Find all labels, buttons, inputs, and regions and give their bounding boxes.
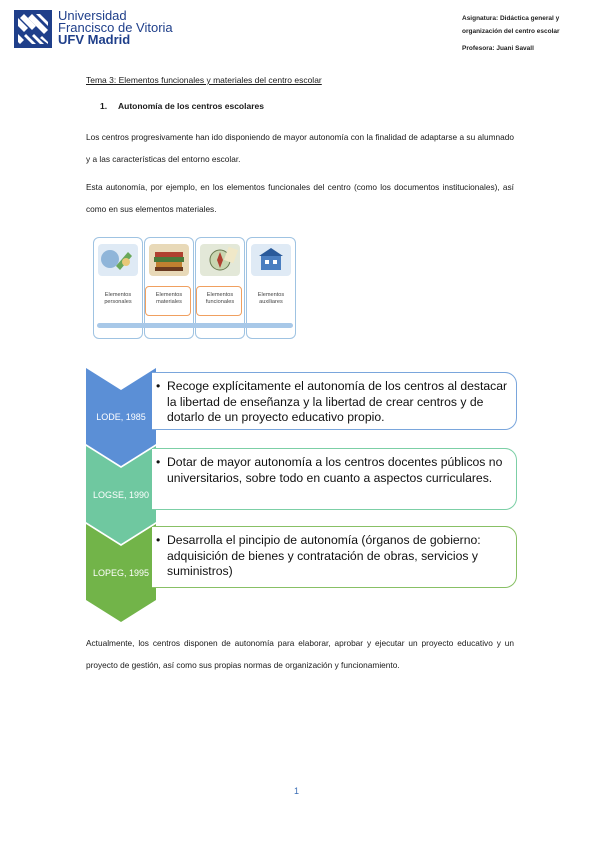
teacher-label: Profesora:	[462, 45, 495, 52]
subject-label: Asignatura:	[462, 15, 499, 22]
card-label: Elementos materiales	[155, 292, 183, 305]
university-name	[58, 10, 173, 46]
logo-line-3: UFV Madrid	[58, 32, 131, 47]
timeline-text-lode: • Recoge explícitamente el autonomía de los centros al destacar la libertad de enseñanza y la libertad de crear centros y de dotarlo de un proyecto educativo propio.	[167, 379, 508, 424]
people-icon	[98, 244, 138, 276]
timeline-year: LOGSE, 1990	[92, 490, 150, 500]
timeline-box-logse	[152, 448, 517, 510]
teacher-value: Juani Savall	[496, 45, 534, 52]
paragraph-1: Los centros progresivamente han ido disponiendo de mayor autonomía con la finalidad de adaptarse a su alumnado y a las características del entorno escolar.	[86, 132, 514, 164]
logo-line-2: Francisco de Vitoria	[58, 20, 173, 35]
compass-icon	[200, 244, 240, 276]
timeline-year: LODE, 1985	[96, 412, 146, 422]
timeline-text	[158, 455, 508, 486]
building-icon	[251, 244, 291, 276]
timeline-box-lopeg	[152, 526, 517, 588]
paragraph-3: Actualmente, los centros disponen de autonomía para elaborar, aprobar y ejecutar un proyecto educativo y un proyecto de gestión, así como sus propias normas de organización y funcionamiento.	[86, 638, 514, 670]
section-heading	[100, 100, 264, 113]
timeline-text-logse: • Dotar de mayor autonomía a los centros docentes públicos no universitarios, sobre todo en cuanto a aspectos curriculares.	[167, 455, 503, 485]
double-arrow-bar	[97, 323, 293, 328]
section-number: 1.	[100, 101, 108, 111]
elements-diagram	[93, 237, 296, 342]
paragraph-2: Esta autonomía, por ejemplo, en los elementos funcionales del centro (como los documentos institucionales), así como en sus elementos materiales.	[86, 182, 514, 214]
teacher-line	[462, 42, 594, 55]
card-label: Elementos funcionales	[205, 292, 235, 305]
timeline-text	[158, 533, 508, 580]
page-number: 1	[294, 786, 300, 796]
timeline-chevron-lopeg	[86, 524, 156, 622]
timeline-text-lopeg: • Desarrolla el pincipio de autonomía (órganos de gobierno: adquisición de bienes y contratación de obras, servicios y suministros)	[167, 533, 481, 578]
logo-line-1: Universidad	[58, 8, 127, 23]
law-timeline	[86, 368, 520, 628]
header-info	[462, 12, 594, 55]
books-icon	[149, 244, 189, 276]
section-title: Autonomía de los centros escolares	[118, 101, 264, 111]
ufv-logo-icon	[14, 10, 52, 48]
timeline-text	[158, 379, 508, 426]
subject-line	[462, 12, 594, 38]
timeline-box-lode	[152, 372, 517, 430]
document-title: Tema 3: Elementos funcionales y materiales del centro escolar	[86, 75, 322, 85]
subject-value: Didáctica general y organización del centro escolar	[462, 15, 560, 35]
timeline-year: LOPEG, 1995	[92, 568, 150, 578]
card-label: Elementos personales	[104, 292, 132, 305]
card-label: Elementos auxiliares	[257, 292, 285, 305]
